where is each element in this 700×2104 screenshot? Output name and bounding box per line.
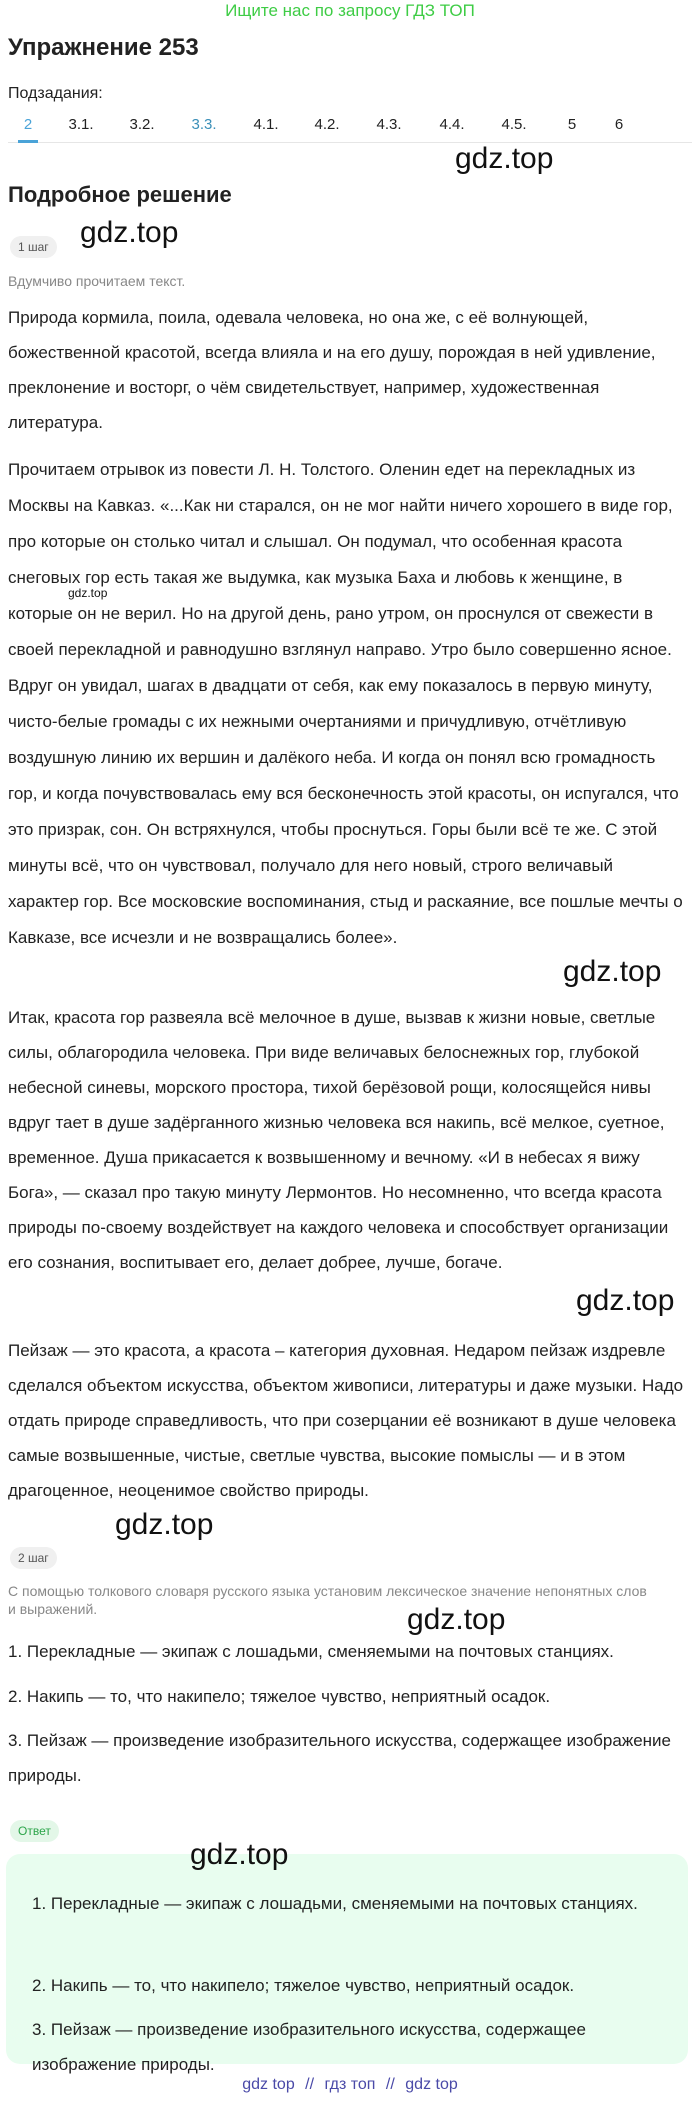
step-2-hint: С помощью толкового словаря русского языка установим лексическое значение непонятных слов и выражений. (8, 1583, 647, 1617)
definition-1: 1. Перекладные — экипаж с лошадьми, сменяемыми на почтовых станциях. (8, 1642, 614, 1661)
paragraph-4: Пейзаж — это красота, а красота – категория духовная. Недаром пейзаж издревле сделался объектом искусства, объектом живописи, литературы и даже музыки. Надо отдать природе справедливость, что при созерцании её возникают в душе человека самые возвышенные, чистые, светлые чувства, высокие помыслы — и в этом драгоценное, неоценимое свойство природы. (8, 1341, 684, 1500)
paragraph-1: Природа кормила, поила, одевала человека, но она же, с её волнующей, божественной красотой, всегда влияла и на его душу, порождая в ней удивление, преклонение и восторг, о чём свидетельствует, например, художественная литература. (8, 308, 656, 432)
footer-separator: // (385, 2076, 395, 2093)
watermark-small: gdz.top (68, 586, 108, 600)
paragraph-3: Итак, красота гор развеяла всё мелочное в душе, вызвав к жизни новые, светлые силы, облагородила человека. При виде величавых белоснежных гор, глубокой небесной синевы, морского простора, тихой берёзовой рощи, колосящейся нивы вдруг тает в душе задёрганного жизнью человека вся накипь, всё мелкое, суетное, временное. Душа прикасается к возвышенному и вечному. «И в небесах я вижу Бога», — сказал про такую минуту Лермонтов. Но несомненно, что всегда красота природы по-своему воздействует на каждого человека и способствует организации его сознания, воспитывает его, делает добрее, лучше, богаче. (8, 1008, 669, 1272)
tab-5[interactable]: 5 (567, 116, 577, 133)
footer-link-gdz-top-2[interactable]: gdz top (405, 2076, 458, 2093)
watermark: gdz.top (190, 1838, 289, 1871)
section-title: Подробное решение (8, 182, 232, 207)
search-banner: Ищите нас по запросу ГДЗ ТОП (225, 1, 475, 20)
step-2-badge: 2 шаг (10, 1547, 57, 1569)
answer-item-2: 2. Накипь — то, что накипело; тяжелое чувство, неприятный осадок. (32, 1976, 575, 1995)
subtask-tabs (8, 112, 692, 143)
subtasks-label: Подзадания: (8, 85, 103, 102)
tab-4-2[interactable]: 4.2. (314, 116, 340, 133)
step-1-hint: Вдумчиво прочитаем текст. (8, 273, 186, 289)
answer-badge: Ответ (10, 1820, 59, 1842)
watermark: gdz.top (563, 955, 662, 988)
tab-6[interactable]: 6 (614, 116, 624, 133)
tab-3-3[interactable]: 3.3. (191, 116, 217, 133)
exercise-title: Упражнение 253 (8, 34, 199, 61)
watermark: gdz.top (115, 1508, 214, 1541)
tab-4-5[interactable]: 4.5. (501, 116, 527, 133)
paragraph-2: Прочитаем отрывок из повести Л. Н. Толстого. Оленин едет на перекладных из Москвы на Кавказ. «...Как ни старался, он не мог найти ничего хорошего в виде гор, про которые он столько читал и слышал. Он подумал, что особенная красота снеговых гор есть такая же выдумка, как музыка Баха и любовь к женщине, в которые он не верил. Но на другой день, рано утром, он проснулся от свежести в своей перекладной и равнодушно взглянул направо. Утро было совершенно ясное. Вдруг он увидал, шагах в двадцати от себя, как ему показалось в первую минуту, чисто-белые громады с их нежными очертаниями и причудливую, отчётливую воздушную линию их вершин и далёкого неба. И когда он понял всю громадность гор, и когда почувствовалась ему вся бесконечность этой красоты, он испугался, что это призрак, сон. Он встряхнулся, чтобы проснуться. Горы были всё те же. С этой минуты всё, что он чувствовал, получало для него новый, строго величавый характер гор. Все московские воспоминания, стыд и раскаяние, все пошлые мечты о Кавказе, все исчезли и не возвращались более». (8, 460, 683, 947)
tab-3-2[interactable]: 3.2. (129, 116, 155, 133)
watermark: gdz.top (455, 142, 554, 175)
tab-3-1[interactable]: 3.1. (68, 116, 94, 133)
active-tab-indicator (18, 140, 38, 143)
tab-4-4[interactable]: 4.4. (439, 116, 465, 133)
definition-3: 3. Пейзаж — произведение изобразительного искусства, содержащее изображение природы. (8, 1731, 671, 1785)
watermark: gdz.top (576, 1284, 675, 1317)
answer-box (6, 1854, 688, 2074)
step-1-badge: 1 шаг (10, 236, 57, 258)
tab-4-3[interactable]: 4.3. (376, 116, 402, 133)
footer-link-gdz-top[interactable]: gdz top (242, 2076, 295, 2093)
answer-item-3: 3. Пейзаж — произведение изобразительного искусства, содержащее изображение природы. (32, 2020, 586, 2074)
watermark: gdz.top (407, 1603, 506, 1636)
footer-links (0, 2076, 700, 2094)
watermark: gdz.top (80, 216, 179, 249)
tab-2[interactable]: 2 (23, 116, 33, 133)
footer-link-gdz-top-ru[interactable]: гдз топ (324, 2076, 376, 2093)
footer-separator: // (305, 2076, 315, 2093)
answer-item-1: 1. Перекладные — экипаж с лошадьми, сменяемыми на почтовых станциях. (32, 1894, 638, 1913)
tab-4-1[interactable]: 4.1. (253, 116, 279, 133)
definition-2: 2. Накипь — то, что накипело; тяжелое чувство, неприятный осадок. (8, 1687, 551, 1706)
